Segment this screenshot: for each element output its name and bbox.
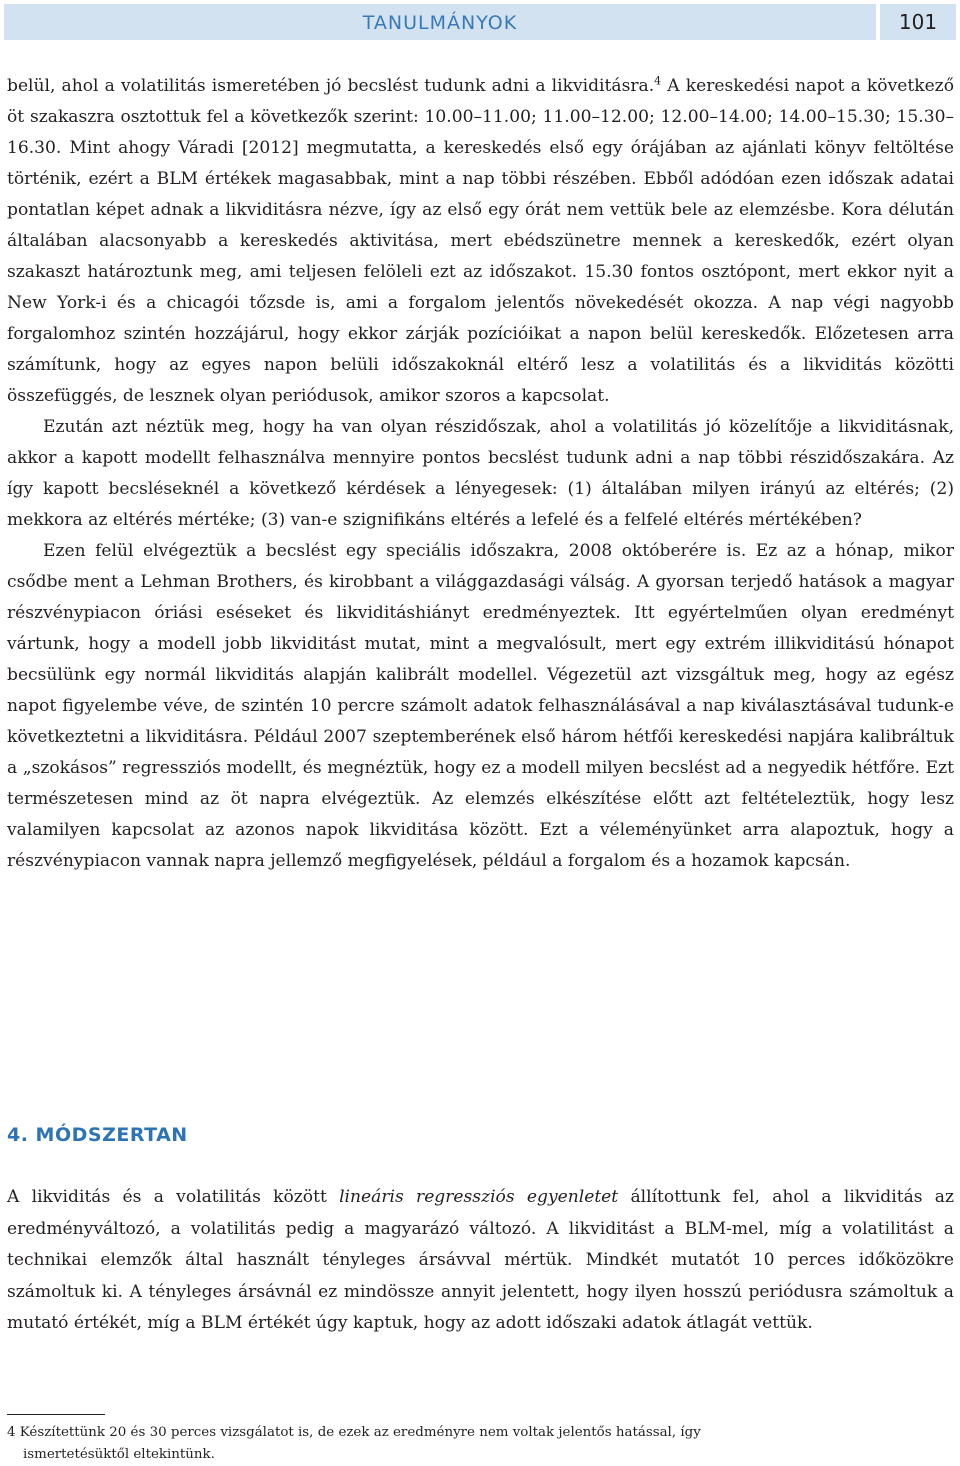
footnote-ref[interactable]: 4: [654, 74, 662, 88]
methodology-text-start: A likviditás és a volatilitás között: [7, 1187, 340, 1207]
paragraph-1: [7, 71, 954, 412]
footnote-line-1: [7, 1422, 954, 1444]
running-title: TANULMÁNYOK: [362, 12, 518, 34]
section-heading: 4. MÓDSZERTAN: [7, 1124, 188, 1146]
footnote-text: Készítettünk 20 és 30 perces vizsgálatot is, de ezek az eredményre nem voltak jelentős hatással, így: [15, 1425, 701, 1440]
footnote-divider: [7, 1414, 105, 1415]
body-text: [7, 71, 954, 877]
section-body: [7, 1182, 954, 1340]
methodology-text-rest: állítottunk fel, ahol a likviditás az eredményváltozó, a volatilitás pedig a magyarázó változó. A likviditást a BLM-mel, míg a volatilitást a technikai elemzők által használt tényleges ársávval mértük. Mindkét mutatót 10 perces időközökre számoltuk ki. A tényleges ársávnál ez mindössze annyit jelentett, hogy ilyen hosszú periódusra számoltuk a mutató értékét, míg a BLM értékét úgy kaptuk, hogy az adott időszaki adatok átlagát vettük.: [7, 1187, 954, 1333]
footnote: [7, 1422, 954, 1466]
methodology-emphasis: lineáris regressziós egyenletet: [339, 1187, 619, 1207]
paragraph-1-rest: A kereskedési napot a következő öt szakaszra osztottuk fel a következők szerint: 10.00–11.00; 11.00–12.00; 12.00–14.00; 14.00–15.30; 15.30–16.30. Mint ahogy Váradi [2012] megmutatta, a kereskedés első egy órájában az ajánlati könyv feltöltése történik, ezért a BLM értékek magasabbak, mint a nap többi részében. Ebből adódóan ezen időszak adatai pontatlan képet adnak a likviditásra nézve, így az első egy órát nem vettük bele az elemzésbe. Kora délután általában alacsonyabb a kereskedés aktivitása, mert ebédszünetre mennek a kereskedők, ezért olyan szakaszt határoztunk meg, ami teljesen felöleli ezt az időszakot. 15.30 fontos osztópont, mert ekkor nyit a New York-i és a chicagói tőzsde is, ami a forgalom jelentős növekedését okozza. A nap végi nagyobb forgalomhoz szintén hozzájárul, hogy ekkor zárják pozícióikat a napon belül kereskedők. Előzetesen arra számítunk, hogy az egyes napon belüli időszakoknál eltérő lesz a volatilitás és a likviditás közötti összefüggés, de lesznek olyan periódusok, amikor szoros a kapcsolat.: [7, 76, 954, 406]
paragraph-2: Ezután azt néztük meg, hogy ha van olyan részidőszak, ahol a volatilitás jó közelítője a likviditásnak, akkor a kapott modellt felhasználva mennyire pontos becslést tudunk adni a nap többi részidőszakára. Az így kapott becsléseknél a következő kérdések a lényegesek: (1) általában milyen irányú az eltérés; (2) mekkora az eltérés mértéke; (3) van-e szignifikáns eltérés a lefelé és a felfelé eltérés mértékében?: [7, 417, 954, 530]
running-header: [4, 4, 876, 40]
paragraph-1-start: belül, ahol a volatilitás ismeretében jó becslést tudunk adni a likviditásra.: [7, 76, 655, 96]
page-number-box: [880, 4, 956, 40]
methodology-paragraph: [7, 1182, 954, 1340]
footnote-line-2: ismertetésüktől eltekintünk.: [23, 1447, 215, 1462]
page-number: 101: [898, 10, 938, 34]
paragraph-3: Ezen felül elvégeztük a becslést egy speciális időszakra, 2008 októberére is. Ez az a hónap, mikor csődbe ment a Lehman Brothers, és kirobbant a világgazdasági válság. A gyorsan terjedő hatások a magyar részvénypiacon óriási eséseket és likviditáshiányt eredményeztek. Itt egyértelműen olyan eredményt vártunk, hogy a modell jobb likviditást mutat, mint a megvalósult, mert egy extrém illikviditású hónapot becsülünk egy normál likviditás alapján kalibrált modellel. Végezetül azt vizsgáltuk meg, hogy az egész napot figyelembe véve, de szintén 10 percre számolt adatok felhasználásával a nap kiválasztásával tudunk-e következtetni a likviditásra. Például 2007 szeptemberének első három hétfői kereskedési napjára kalibráltuk a „szokásos” regressziós modellt, és megnéztük, hogy ez a modell milyen becslést ad a negyedik hétfőre. Ezt természetesen mind az öt napra elvégeztük. Az elemzés elkészítése előtt azt feltételeztük, hogy lesz valamilyen kapcsolat az azonos napok likviditása között. Ezt a véleményünket arra alapoztuk, hogy a részvénypiacon vannak napra jellemző megfigyelések, például a forgalom és a hozamok kapcsán.: [7, 541, 954, 871]
footnote-number: 4: [7, 1425, 16, 1440]
